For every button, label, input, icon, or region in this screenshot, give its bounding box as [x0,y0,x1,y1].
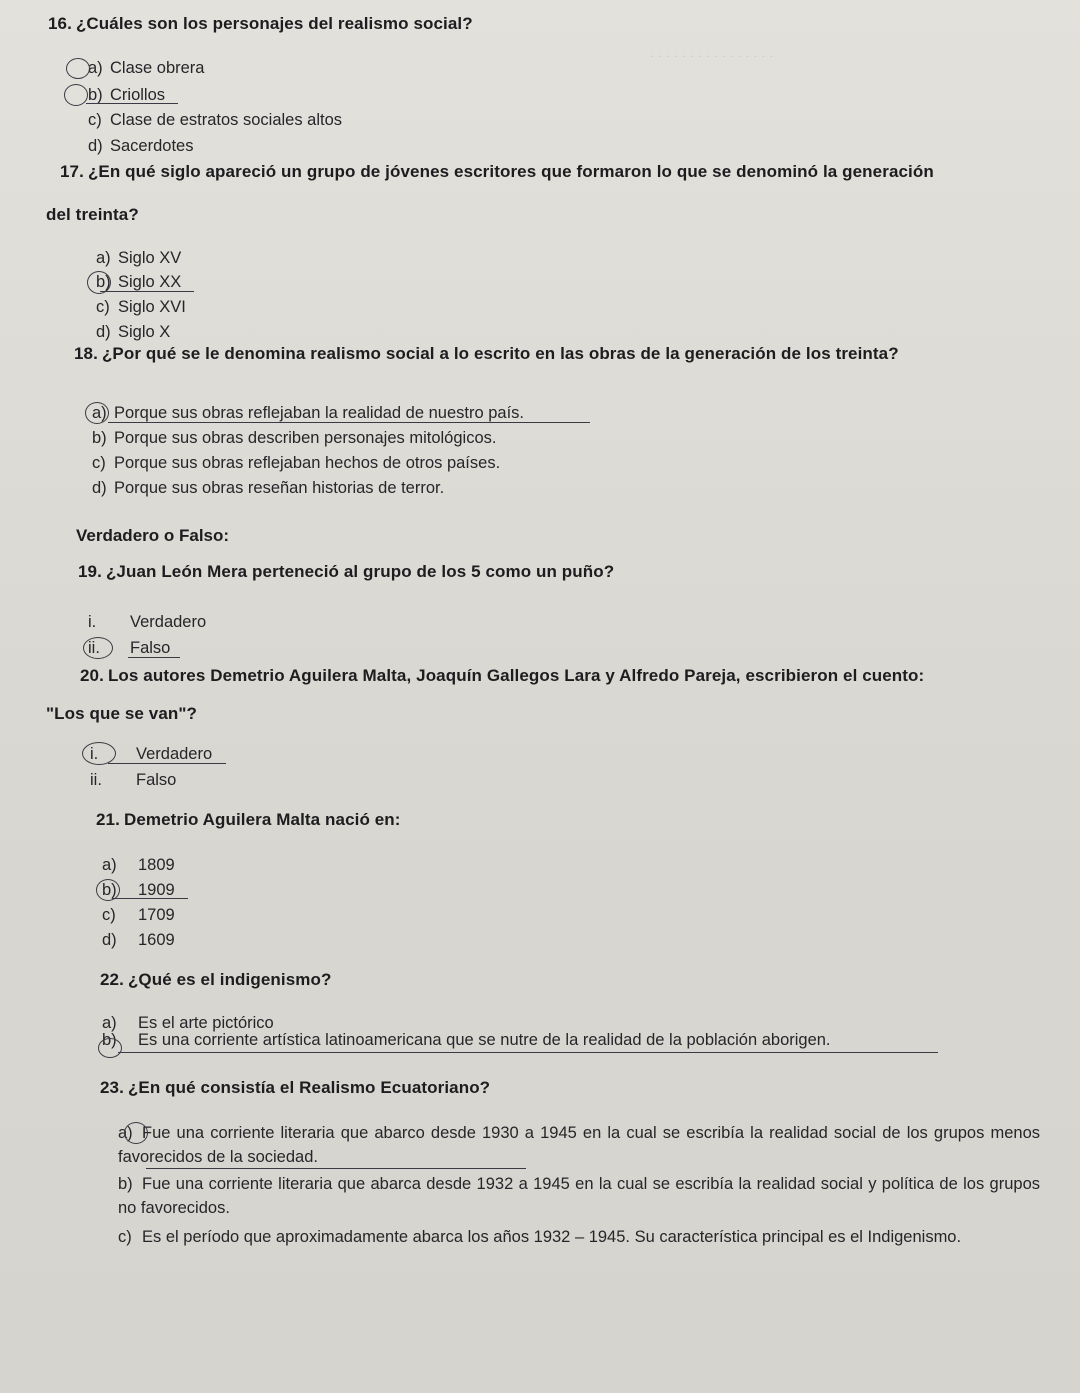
question-17: 17. ¿En qué siglo apareció un grupo de jóvenes escritores que formaron lo que se denominó la generación [60,162,934,181]
q22-option-a[interactable]: a) Es el arte pictórico [102,1014,274,1032]
q16-answer-mark-a [66,58,90,79]
q19-option-ii[interactable]: ii. Falso [88,639,171,657]
q23-option-b[interactable]: b) Fue una corriente literaria que abarca desde 1932 a 1945 en la cual se escribía la realidad social y política de los grupos no favorecidos. [118,1175,1040,1217]
q23-option-c[interactable]: c) Es el período que aproximadamente abarca los años 1932 – 1945. Su característica principal es el Indigenismo. [118,1228,962,1246]
q17-option-c[interactable]: c) Siglo XVI [96,298,186,316]
q20-option-i[interactable]: i. Verdadero [90,745,213,763]
q23-option-a[interactable]: a) Fue una corriente literaria que abarco desde 1930 a 1945 en la cual se escribía la realidad social de los grupos menos favorecidos de la sociedad. [118,1124,1040,1166]
question-19: 19. ¿Juan León Mera perteneció al grupo de los 5 como un puño? [78,562,615,581]
question-20-line2: "Los que se van"? [46,704,198,723]
q18-option-d[interactable]: d) Porque sus obras reseñan historias de terror. [92,479,445,497]
question-22: 22. ¿Qué es el indigenismo? [100,970,332,989]
question-23: 23. ¿En qué consistía el Realismo Ecuatoriano? [100,1078,491,1097]
question-16: 16. ¿Cuáles son los personajes del realismo social? [48,14,473,33]
q22-option-b[interactable]: b) Es una corriente artística latinoamericana que se nutre de la realidad de la población aborigen. [102,1031,831,1049]
q16-option-a[interactable]: a) Clase obrera [88,59,205,77]
question-17-line2: del treinta? [46,205,139,224]
section-title-true-false: Verdadero o Falso: [76,526,230,545]
q16-option-c[interactable]: c) Clase de estratos sociales altos [88,111,343,129]
q21-option-c[interactable]: c) 1709 [102,906,175,924]
q21-option-a[interactable]: a) 1809 [102,856,175,874]
question-20: 20. Los autores Demetrio Aguilera Malta, Joaquín Gallegos Lara y Alfredo Pareja, escribieron el cuento: [80,666,925,685]
q22-underline [118,1052,938,1053]
q17-option-a[interactable]: a) Siglo XV [96,249,182,267]
q17-option-d[interactable]: d) Siglo X [96,323,171,341]
q21-option-d[interactable]: d) 1609 [102,931,175,949]
q18-option-c[interactable]: c) Porque sus obras reflejaban hechos de otros países. [92,454,501,472]
question-21: 21. Demetrio Aguilera Malta nació en: [96,810,401,829]
q19-option-i[interactable]: i. Verdadero [88,613,207,631]
q16-answer-mark-b [64,84,88,106]
q21-option-b[interactable]: b) 1909 [102,881,175,899]
question-18: 18. ¿Por qué se le denomina realismo social a lo escrito en las obras de la generación de los treinta? [74,344,899,363]
q20-option-ii[interactable]: ii. Falso [90,771,177,789]
q16-option-b[interactable]: b) Criollos [88,86,166,104]
q17-option-b[interactable]: b) Siglo XX [96,273,182,291]
q18-option-a[interactable]: a) Porque sus obras reflejaban la realidad de nuestro país. [92,404,525,422]
q16-option-d[interactable]: d) Sacerdotes [88,137,194,155]
bleed-through-text: · · · · · · · · · · · · · · · · [650,48,774,63]
q18-option-b[interactable]: b) Porque sus obras describen personajes mitológicos. [92,429,497,447]
